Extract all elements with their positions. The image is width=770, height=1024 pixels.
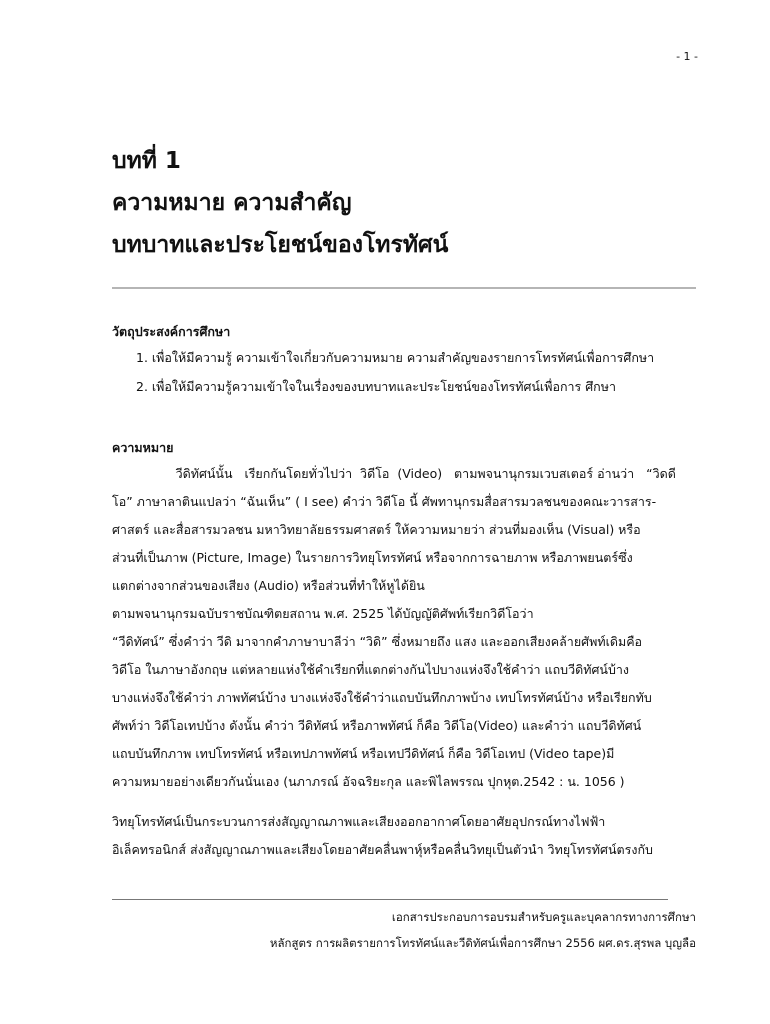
- definition-heading: ความหมาย: [112, 440, 174, 455]
- paragraph-spacer: [112, 800, 696, 812]
- paragraph-line: แถบบันทึกภาพ เทปโทรทัศน์ หรือเทปภาพทัศน์ หรือเทปวีดิทัศน์ ก็คือ วิดีโอเทป (Video tape)มี: [112, 746, 615, 761]
- paragraph-line: วิทยุโทรทัศน์เป็นกระบวนการส่งสัญญาณภาพและเสียงออกอากาศโดยอาศัยอุปกรณ์ทางไฟฟ้า: [112, 814, 606, 829]
- page-footer: [270, 906, 696, 958]
- paragraph-line: โอ” ภาษาลาตินแปลว่า “ฉันเห็น” ( I see) คำว่า วิดีโอ นี้ ศัพทานุกรมสื่อสารมวลชนของคณะวารสาร-: [112, 494, 657, 509]
- paragraph-line: ความหมายอย่างเดียวกันนั่นเอง (นภาภรณ์ อัจฉริยะกุล และพิไลพรรณ ปุกหุต.2542 : น. 1056 ): [112, 774, 625, 789]
- paragraph-line: บางแห่งจึงใช้คำว่า ภาพทัศน์บ้าง บางแห่งจึงใช้คำว่าแถบบันทึกภาพบ้าง เทปโทรทัศน์บ้าง หรือเรียกทับ: [112, 690, 652, 705]
- title-divider: [112, 287, 696, 289]
- objectives-heading: วัตถุประสงค์การศึกษา: [112, 324, 231, 339]
- paragraph-line: ตามพจนานุกรมฉบับราชบัณฑิตยสถาน พ.ศ. 2525 ได้บัญญัติศัพท์เรียกวิดีโอว่า: [112, 606, 534, 621]
- chapter-title: [112, 140, 448, 266]
- definition-body: [112, 464, 696, 868]
- page-number: - 1 -: [676, 50, 698, 63]
- objective-item: 2. เพื่อให้มีความรู้ความเข้าใจในเรื่องของบทบาทและประโยชน์ของโทรทัศน์เพื่อการ ศึกษา: [136, 379, 616, 394]
- paragraph-line: ศัพท์ว่า วิดีโอเทปบ้าง ดังนั้น คำว่า วีดิทัศน์ หรือภาพทัศน์ ก็คือ วิดีโอ(Video) และคำว่า แถบวีดิทัศน์: [112, 718, 642, 733]
- chapter-title-line: ความหมาย ความสำคัญ: [112, 190, 352, 216]
- objective-item: 1. เพื่อให้มีความรู้ ความเข้าใจเกี่ยวกับความหมาย ความสำคัญของรายการโทรทัศน์เพื่อการศึกษา: [136, 350, 655, 365]
- footer-divider: [112, 899, 668, 900]
- footer-line: หลักสูตร การผลิตรายการโทรทัศน์และวีดิทัศน์เพื่อการศึกษา 2556 ผศ.ดร.สุรพล บุญลือ: [269, 936, 696, 950]
- paragraph-line: วีดิทัศน์นั้น เรียกกันโดยทั่วไปว่า วิดีโอ (Video) ตามพจนานุกรมเวบสเตอร์ อ่านว่า “วิดดี: [112, 466, 676, 481]
- paragraph-line: อิเล็คทรอนิกส์ ส่งสัญญาณภาพและเสียงโดยอาศัยคลื่นพาหุ์หรือคลื่นวิทยุเป็นตัวนำ วิทยุโทรทัศน์ตรงกับ: [112, 842, 653, 857]
- footer-line: เอกสารประกอบการอบรมสำหรับครูและบุคลากรทางการศึกษา: [391, 910, 696, 924]
- objectives-list: [136, 348, 654, 406]
- paragraph-line: ส่วนที่เป็นภาพ (Picture, Image) ในรายการวิทยุโทรทัศน์ หรือจากการฉายภาพ หรือภาพยนตร์ซึ่ง: [112, 550, 633, 565]
- paragraph-line: ศาสตร์ และสื่อสารมวลชน มหาวิทยาลัยธรรมศาสตร์ ให้ความหมายว่า ส่วนที่มองเห็น (Visual) หรือ: [112, 522, 641, 537]
- chapter-number: บทที่ 1: [112, 148, 181, 174]
- paragraph-line: วิดีโอ ในภาษาอังกฤษ แต่หลายแห่งใช้คำเรียกที่แตกต่างกันไปบางแห่งจึงใช้คำว่า แถบวีดิทัศน์บ้าง: [112, 662, 630, 677]
- paragraph-line: “วีดิทัศน์” ซึ่งคำว่า วีดิ มาจากคำภาษาบาลีว่า “วิดิ” ซึ่งหมายถึง แสง และออกเสียงคล้ายศัพท์เดิมคือ: [112, 634, 643, 649]
- paragraph-line: แตกต่างจากส่วนของเสียง (Audio) หรือส่วนที่ทำให้หูได้ยิน: [112, 578, 425, 593]
- chapter-title-line: บทบาทและประโยชน์ของโทรทัศน์: [112, 232, 449, 258]
